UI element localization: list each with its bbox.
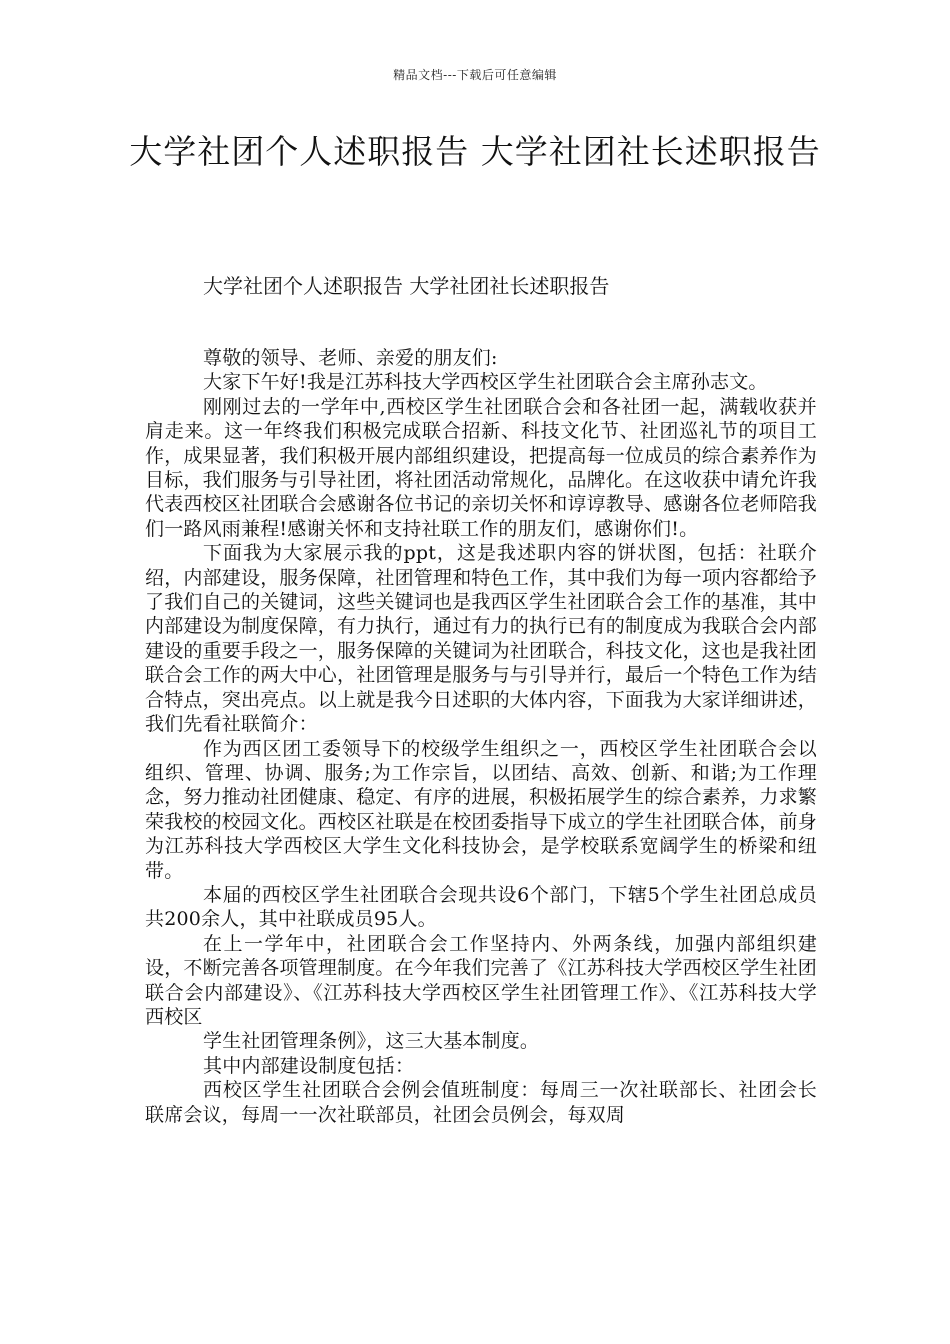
paragraph-internal-rules: 其中内部建设制度包括： — [203, 1054, 415, 1077]
paragraph-meeting-rules: 西校区学生社团联合会例会值班制度：每周三一次社联部长、社团会长联席会议，每周一一次社联部员，社团会员例会，每双周 — [145, 1079, 817, 1126]
document-title: 大学社团个人述职报告 大学社团社长述职报告 — [129, 132, 821, 171]
paragraph-last-year: 在上一学年中，社团联合会工作坚持内、外两条线，加强内部组织建设，不断完善各项管理制度。在今年我们完善了《江苏科技大学西校区学生社团联合会内部建设》、《江苏科技大学西校区学生社团管理工作》、《江苏科技大学西校区 — [145, 932, 818, 1028]
document-body — [145, 346, 817, 1127]
paragraph-departments: 本届的西校区学生社团联合会现共设6个部门，下辖5个学生社团总成员共200余人，其中社联成员95人。 — [145, 883, 817, 931]
header-note: 精品文档---下载后可任意编辑 — [393, 68, 557, 82]
paragraph-intro: 大家下午好!我是江苏科技大学西校区学生社团联合会主席孙志文。 — [203, 371, 768, 394]
paragraph-review: 刚刚过去的一学年中,西校区学生社团联合会和各社团一起，满载收获并肩走来。这一年终我们积极完成联合招新、科技文化节、社团巡礼节的项目工作，成果显著，我们积极开展内部组织建设，把提高每一位成员的综合素养作为目标，我们服务与引导社团，将社团活动常规化，品牌化。在这收获中请允许我代表西校区社团联合会感谢各位书记的亲切关怀和谆谆教导、感谢各位老师陪我们一路风雨兼程!感谢关怀和支持社联工作的朋友们，感谢你们!。 — [145, 395, 818, 540]
paragraph-federation-intro: 作为西区团工委领导下的校级学生组织之一，西校区学生社团联合会以组织、管理、协调、服务;为工作宗旨，以团结、高效、创新、和谐;为工作理念，努力推动社团健康、稳定、有序的进展，积极拓展学生的综合素养，力求繁荣我校的校园文化。西校区社联是在校团委指导下成立的学生社团联合体，前身为江苏科技大学西校区大学生文化科技协会，是学校联系宽阔学生的桥梁和纽带。 — [145, 737, 818, 882]
paragraph-ppt-overview: 下面我为大家展示我的ppt，这是我述职内容的饼状图，包括：社联介绍，内部建设，服务保障，社团管理和特色工作，其中我们为每一项内容都给予了我们自己的关键词，这些关键词也是我西区学生社团联合会工作的基准，其中内部建设为制度保障，有力执行，通过有力的执行已有的制度成为我联合会内部建设的重要手段之一，服务保障的关键词为社团联合，科技文化，这也是我社团联合会工作的两大中心，社团管理是服务与与引导并行，最后一个特色工作为结合特点，突出亮点。以上就是我今日述职的大体内容，下面我为大家详细讲述，我们先看社联简介： — [145, 542, 818, 736]
document-subtitle: 大学社团个人述职报告 大学社团社长述职报告 — [203, 274, 610, 298]
paragraph-greeting: 尊敬的领导、老师、亲爱的朋友们: — [203, 347, 498, 369]
paragraph-regulations: 学生社团管理条例》，这三大基本制度。 — [203, 1030, 540, 1053]
